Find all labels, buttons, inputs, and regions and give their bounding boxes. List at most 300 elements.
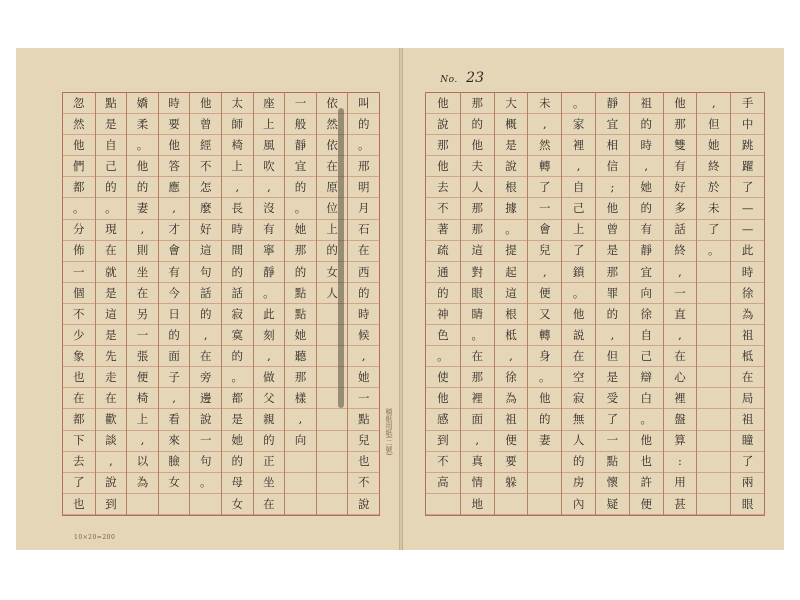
manuscript-cell: 日 [159,304,190,325]
manuscript-cell: , [348,346,379,367]
manuscript-cell: 裡 [461,388,494,409]
manuscript-cell [697,262,730,283]
manuscript-cell: 。 [63,198,95,219]
manuscript-cell [317,494,348,515]
manuscript-cell: 許 [630,473,663,494]
manuscript-cell: 妻 [528,431,561,452]
manuscript-cell: 那 [461,93,494,114]
page-number-value: 23 [466,70,484,86]
manuscript-cell: 了 [731,452,764,473]
manuscript-cell: 靜 [285,135,316,156]
manuscript-cell: 好 [190,220,221,241]
manuscript-cell: 便 [528,283,561,304]
manuscript-cell: 女 [222,494,253,515]
manuscript-cell [697,367,730,388]
manuscript-cell: 。 [348,135,379,156]
manuscript-cell: 看 [159,409,190,430]
manuscript-cell: 一 [348,388,379,409]
manuscript-cell: 曾 [190,114,221,135]
manuscript-cell: 應 [159,177,190,198]
manuscript-cell: 躲 [495,473,528,494]
manuscript-cell: 為 [731,304,764,325]
manuscript-cell: 那 [461,198,494,219]
manuscript-cell: 會 [528,220,561,241]
manuscript-cell [285,494,316,515]
manuscript-cell: 少 [63,325,95,346]
manuscript-cell: 座 [254,93,285,114]
manuscript-cell: 他 [596,198,629,219]
manuscript-cell: 在 [317,156,348,177]
manuscript-cell: 點 [596,452,629,473]
manuscript-cell: 答 [159,156,190,177]
manuscript-cell: 一 [285,93,316,114]
manuscript-cell: 有 [664,156,697,177]
manuscript-cell: 一 [664,283,697,304]
manuscript-cell: 。 [426,346,460,367]
manuscript-cell: 。 [190,473,221,494]
manuscript-cell: 上 [317,220,348,241]
manuscript-cell: 那 [461,220,494,241]
manuscript-cell: 依 [317,93,348,114]
manuscript-cell: 。 [285,198,316,219]
manuscript-cell: 的 [348,114,379,135]
manuscript-cell: 說 [190,409,221,430]
manuscript-cell: 樣 [285,388,316,409]
manuscript-cell: 人 [317,283,348,304]
manuscript-cell: 家 [562,114,595,135]
manuscript-cell: 那 [426,135,460,156]
manuscript-cell: 經 [190,135,221,156]
manuscript-cell: 對 [461,262,494,283]
manuscript-cell: 都 [63,409,95,430]
manuscript-cell: 點 [348,409,379,430]
manuscript-cell [317,452,348,473]
manuscript-cell: 又 [528,304,561,325]
manuscript-cell: 疏 [426,241,460,262]
manuscript-cell: 寂 [562,388,595,409]
manuscript-cell: 不 [190,156,221,177]
manuscript-cell: 先 [96,346,127,367]
manuscript-cell: 感 [426,409,460,430]
manuscript-cell: 寞 [222,325,253,346]
manuscript-cell: 跳 [731,135,764,156]
manuscript-spread [16,48,784,550]
manuscript-cell: 風 [254,135,285,156]
manuscript-cell: 便 [127,367,158,388]
manuscript-cell: 使 [426,367,460,388]
right-text-column [561,93,595,515]
manuscript-cell: 信 [596,156,629,177]
manuscript-cell: 無 [562,409,595,430]
manuscript-cell: 這 [96,304,127,325]
manuscript-cell: 要 [159,114,190,135]
left-text-column [126,93,158,515]
manuscript-cell: , [96,452,127,473]
manuscript-cell: 地 [461,494,494,515]
manuscript-cell: 到 [96,494,127,515]
manuscript-cell: 兒 [348,431,379,452]
manuscript-cell: 向 [285,431,316,452]
manuscript-cell: 這 [190,241,221,262]
manuscript-cell: 祖 [731,325,764,346]
manuscript-cell: 的 [285,262,316,283]
manuscript-cell: 那 [461,367,494,388]
manuscript-cell: 徐 [731,283,764,304]
manuscript-cell: 則 [127,241,158,262]
manuscript-cell: 臉 [159,452,190,473]
manuscript-cell: 間 [222,241,253,262]
manuscript-cell: 真 [461,452,494,473]
manuscript-cell: 她 [697,135,730,156]
manuscript-cell: 說 [426,114,460,135]
manuscript-cell: 鎖 [562,262,595,283]
manuscript-cell: 師 [222,114,253,135]
manuscript-cell: 用 [664,473,697,494]
manuscript-cell: 說 [495,156,528,177]
manuscript-cell: 的 [348,283,379,304]
manuscript-cell: 也 [63,367,95,388]
manuscript-cell: 己 [630,346,663,367]
manuscript-cell [697,431,730,452]
manuscript-cell: 他 [127,156,158,177]
manuscript-cell: 邊 [190,388,221,409]
manuscript-cell: 白 [630,388,663,409]
manuscript-cell: 叫 [348,93,379,114]
manuscript-cell: 裡 [562,135,595,156]
manuscript-cell: 人 [461,177,494,198]
manuscript-cell: 祖 [630,93,663,114]
manuscript-cell: 在 [562,346,595,367]
manuscript-cell: 的 [222,346,253,367]
manuscript-cell: 。 [222,367,253,388]
manuscript-cell [697,494,730,515]
manuscript-cell: 他 [630,431,663,452]
manuscript-cell: 。 [96,198,127,219]
manuscript-cell: , [630,156,663,177]
manuscript-cell: 高 [426,473,460,494]
manuscript-cell: 說 [96,473,127,494]
manuscript-cell: 時 [222,220,253,241]
manuscript-cell: 怎 [190,177,221,198]
manuscript-cell: ; [596,177,629,198]
manuscript-cell: 正 [254,452,285,473]
manuscript-cell: 己 [96,156,127,177]
manuscript-cell [285,452,316,473]
manuscript-cell: 的 [285,177,316,198]
manuscript-cell: 他 [528,388,561,409]
manuscript-cell: 概 [495,114,528,135]
manuscript-cell: 時 [348,304,379,325]
manuscript-cell: 她 [630,177,663,198]
manuscript-cell: 靜 [254,262,285,283]
manuscript-cell: 祖 [731,409,764,430]
manuscript-cell: 在 [731,367,764,388]
manuscript-cell: 為 [127,473,158,494]
right-text-column [426,93,460,515]
manuscript-cell: 他 [426,93,460,114]
manuscript-cell: 母 [222,473,253,494]
manuscript-cell: 他 [159,135,190,156]
manuscript-cell: 他 [664,93,697,114]
manuscript-cell: 有 [159,262,190,283]
manuscript-cell: 沒 [254,198,285,219]
manuscript-cell: , [254,346,285,367]
manuscript-cell: 在 [96,388,127,409]
manuscript-cell: 的 [190,304,221,325]
manuscript-cell: 象 [63,346,95,367]
manuscript-cell: 以 [127,452,158,473]
manuscript-cell: 說 [348,494,379,515]
manuscript-cell: 的 [317,241,348,262]
manuscript-cell: 那 [285,367,316,388]
manuscript-cell: 根 [495,304,528,325]
manuscript-cell: 眼 [731,494,764,515]
manuscript-cell: 他 [461,135,494,156]
manuscript-cell: 。 [495,220,528,241]
page-number [440,70,484,86]
manuscript-cell: 一 [127,325,158,346]
manuscript-cell: 直 [664,304,697,325]
manuscript-cell: 局 [731,388,764,409]
manuscript-cell [317,409,348,430]
manuscript-cell: 躍 [731,156,764,177]
manuscript-cell: 一 [596,431,629,452]
manuscript-cell: 在 [127,283,158,304]
manuscript-cell: 上 [222,156,253,177]
right-text-column [696,93,730,515]
manuscript-cell: 子 [159,367,190,388]
manuscript-cell: 是 [96,325,127,346]
manuscript-cell: 石 [348,220,379,241]
manuscript-cell: 今 [159,283,190,304]
manuscript-cell: 面 [159,346,190,367]
manuscript-cell: 。 [630,409,663,430]
manuscript-cell: 在 [63,388,95,409]
manuscript-cell: 算 [664,431,697,452]
manuscript-cell: 都 [222,388,253,409]
manuscript-cell: 多 [664,198,697,219]
manuscript-cell: 靜 [630,241,663,262]
manuscript-cell: , [562,156,595,177]
manuscript-cell: 這 [461,241,494,262]
manuscript-cell: 也 [630,452,663,473]
manuscript-cell: 然 [528,135,561,156]
manuscript-cell: 終 [697,156,730,177]
manuscript-cell: 是 [222,409,253,430]
right-text-column [460,93,494,515]
manuscript-cell: 。 [562,283,595,304]
manuscript-cell: 走 [96,367,127,388]
manuscript-cell [317,473,348,494]
manuscript-cell: 説 [562,325,595,346]
manuscript-cell: 的 [222,452,253,473]
manuscript-cell: — [731,220,764,241]
manuscript-cell: 宜 [630,262,663,283]
manuscript-cell: , [222,177,253,198]
manuscript-cell: 她 [285,325,316,346]
manuscript-cell: 便 [495,431,528,452]
left-text-column [284,93,316,515]
manuscript-cell: 明 [348,177,379,198]
left-text-column [158,93,190,515]
manuscript-cell: 去 [63,452,95,473]
manuscript-cell: 此 [254,304,285,325]
right-text-column [595,93,629,515]
manuscript-cell: 甚 [664,494,697,515]
manuscript-cell: , [664,325,697,346]
manuscript-cell: 轉 [528,325,561,346]
manuscript-cell: 夫 [461,156,494,177]
left-text-column [95,93,127,515]
manuscript-cell: 根 [495,177,528,198]
manuscript-cell: 句 [190,262,221,283]
manuscript-cell [697,452,730,473]
manuscript-cell: 心 [664,367,697,388]
manuscript-cell: 談 [96,431,127,452]
manuscript-cell [317,431,348,452]
manuscript-cell: 女 [317,262,348,283]
manuscript-cell: 在 [190,346,221,367]
manuscript-cell: 然 [63,114,95,135]
manuscript-cell: 裡 [664,388,697,409]
manuscript-cell: 太 [222,93,253,114]
manuscript-cell [697,388,730,409]
manuscript-cell: , [254,177,285,198]
manuscript-cell: 的 [596,304,629,325]
manuscript-cell: 了 [697,220,730,241]
manuscript-cell: 坐 [254,473,285,494]
manuscript-cell: 懷 [596,473,629,494]
left-text-column [221,93,253,515]
manuscript-cell: 原 [317,177,348,198]
manuscript-cell: 手 [731,93,764,114]
manuscript-cell: 嬌 [127,93,158,114]
manuscript-cell: 點 [96,93,127,114]
manuscript-cell: , [159,388,190,409]
manuscript-cell: 他 [426,156,460,177]
manuscript-cell: , [495,346,528,367]
page-number-label: No. [440,75,458,85]
manuscript-cell: 們 [63,156,95,177]
manuscript-cell: 他 [562,304,595,325]
manuscript-cell: 一 [528,198,561,219]
manuscript-cell [159,494,190,515]
manuscript-cell: 盤 [664,409,697,430]
manuscript-cell: 向 [630,283,663,304]
manuscript-cell: 的 [630,198,663,219]
manuscript-cell: 話 [222,283,253,304]
manuscript-cell: 便 [630,494,663,515]
manuscript-cell: 自 [96,135,127,156]
manuscript-cell: 長 [222,198,253,219]
manuscript-cell: 來 [159,431,190,452]
manuscript-cell: 話 [190,283,221,304]
manuscript-cell [697,473,730,494]
manuscript-cell: 不 [426,452,460,473]
manuscript-cell: 有 [630,220,663,241]
manuscript-cell: 親 [254,409,285,430]
manuscript-cell: 神 [426,304,460,325]
manuscript-cell: , [127,220,158,241]
manuscript-cell: 會 [159,241,190,262]
manuscript-cell [697,304,730,325]
manuscript-cell: 了 [596,409,629,430]
manuscript-cell: , [596,325,629,346]
manuscript-cell: 未 [528,93,561,114]
manuscript-cell [127,494,158,515]
manuscript-cell [528,452,561,473]
manuscript-cell: 受 [596,388,629,409]
manuscript-cell: 她 [285,220,316,241]
manuscript-cell: 上 [254,114,285,135]
right-text-column [629,93,663,515]
manuscript-cell: 相 [596,135,629,156]
manuscript-cell: 椅 [127,388,158,409]
manuscript-cell: 是 [596,367,629,388]
manuscript-cell: , [664,262,697,283]
manuscript-cell: 了 [63,473,95,494]
manuscript-cell: 坐 [127,262,158,283]
manuscript-cell: 柢 [495,325,528,346]
left-text-column [189,93,221,515]
manuscript-cell: 那 [664,114,697,135]
manuscript-cell: 才 [159,220,190,241]
left-manuscript-page [16,48,399,550]
manuscript-cell: 吹 [254,156,285,177]
manuscript-cell: 他 [426,388,460,409]
manuscript-cell: 罪 [596,283,629,304]
manuscript-cell [528,473,561,494]
manuscript-cell: 點 [285,283,316,304]
manuscript-cell: 但 [697,114,730,135]
manuscript-cell: 妻 [127,198,158,219]
manuscript-cell: 一 [63,262,95,283]
manuscript-cell: 在 [254,494,285,515]
manuscript-cell: 於 [697,177,730,198]
manuscript-cell: 父 [254,388,285,409]
manuscript-cell: 依 [317,135,348,156]
manuscript-cell: 句 [190,452,221,473]
manuscript-cell: 。 [528,367,561,388]
manuscript-cell: , [697,93,730,114]
paper-footer-label: 10×20=200 [74,534,116,541]
manuscript-cell: 他 [63,135,95,156]
manuscript-cell: 另 [127,304,158,325]
manuscript-cell: 上 [127,409,158,430]
manuscript-cell: 了 [528,177,561,198]
manuscript-cell: 上 [562,220,595,241]
manuscript-cell: 但 [596,346,629,367]
manuscript-cell: 在 [664,346,697,367]
manuscript-cell: 寂 [222,304,253,325]
manuscript-cell: 她 [222,431,253,452]
left-text-column [253,93,285,515]
right-text-column [730,93,764,515]
manuscript-cell: 的 [127,177,158,198]
manuscript-cell [697,283,730,304]
manuscript-cell: 現 [96,220,127,241]
manuscript-cell: 做 [254,367,285,388]
manuscript-cell [285,473,316,494]
manuscript-cell: 寧 [254,241,285,262]
manuscript-cell: , [127,431,158,452]
manuscript-cell: 辯 [630,367,663,388]
right-text-column [663,93,697,515]
manuscript-cell: 中 [731,114,764,135]
manuscript-cell: 不 [63,304,95,325]
pen-strikethrough-mark [338,108,344,408]
right-manuscript-grid [425,92,765,516]
